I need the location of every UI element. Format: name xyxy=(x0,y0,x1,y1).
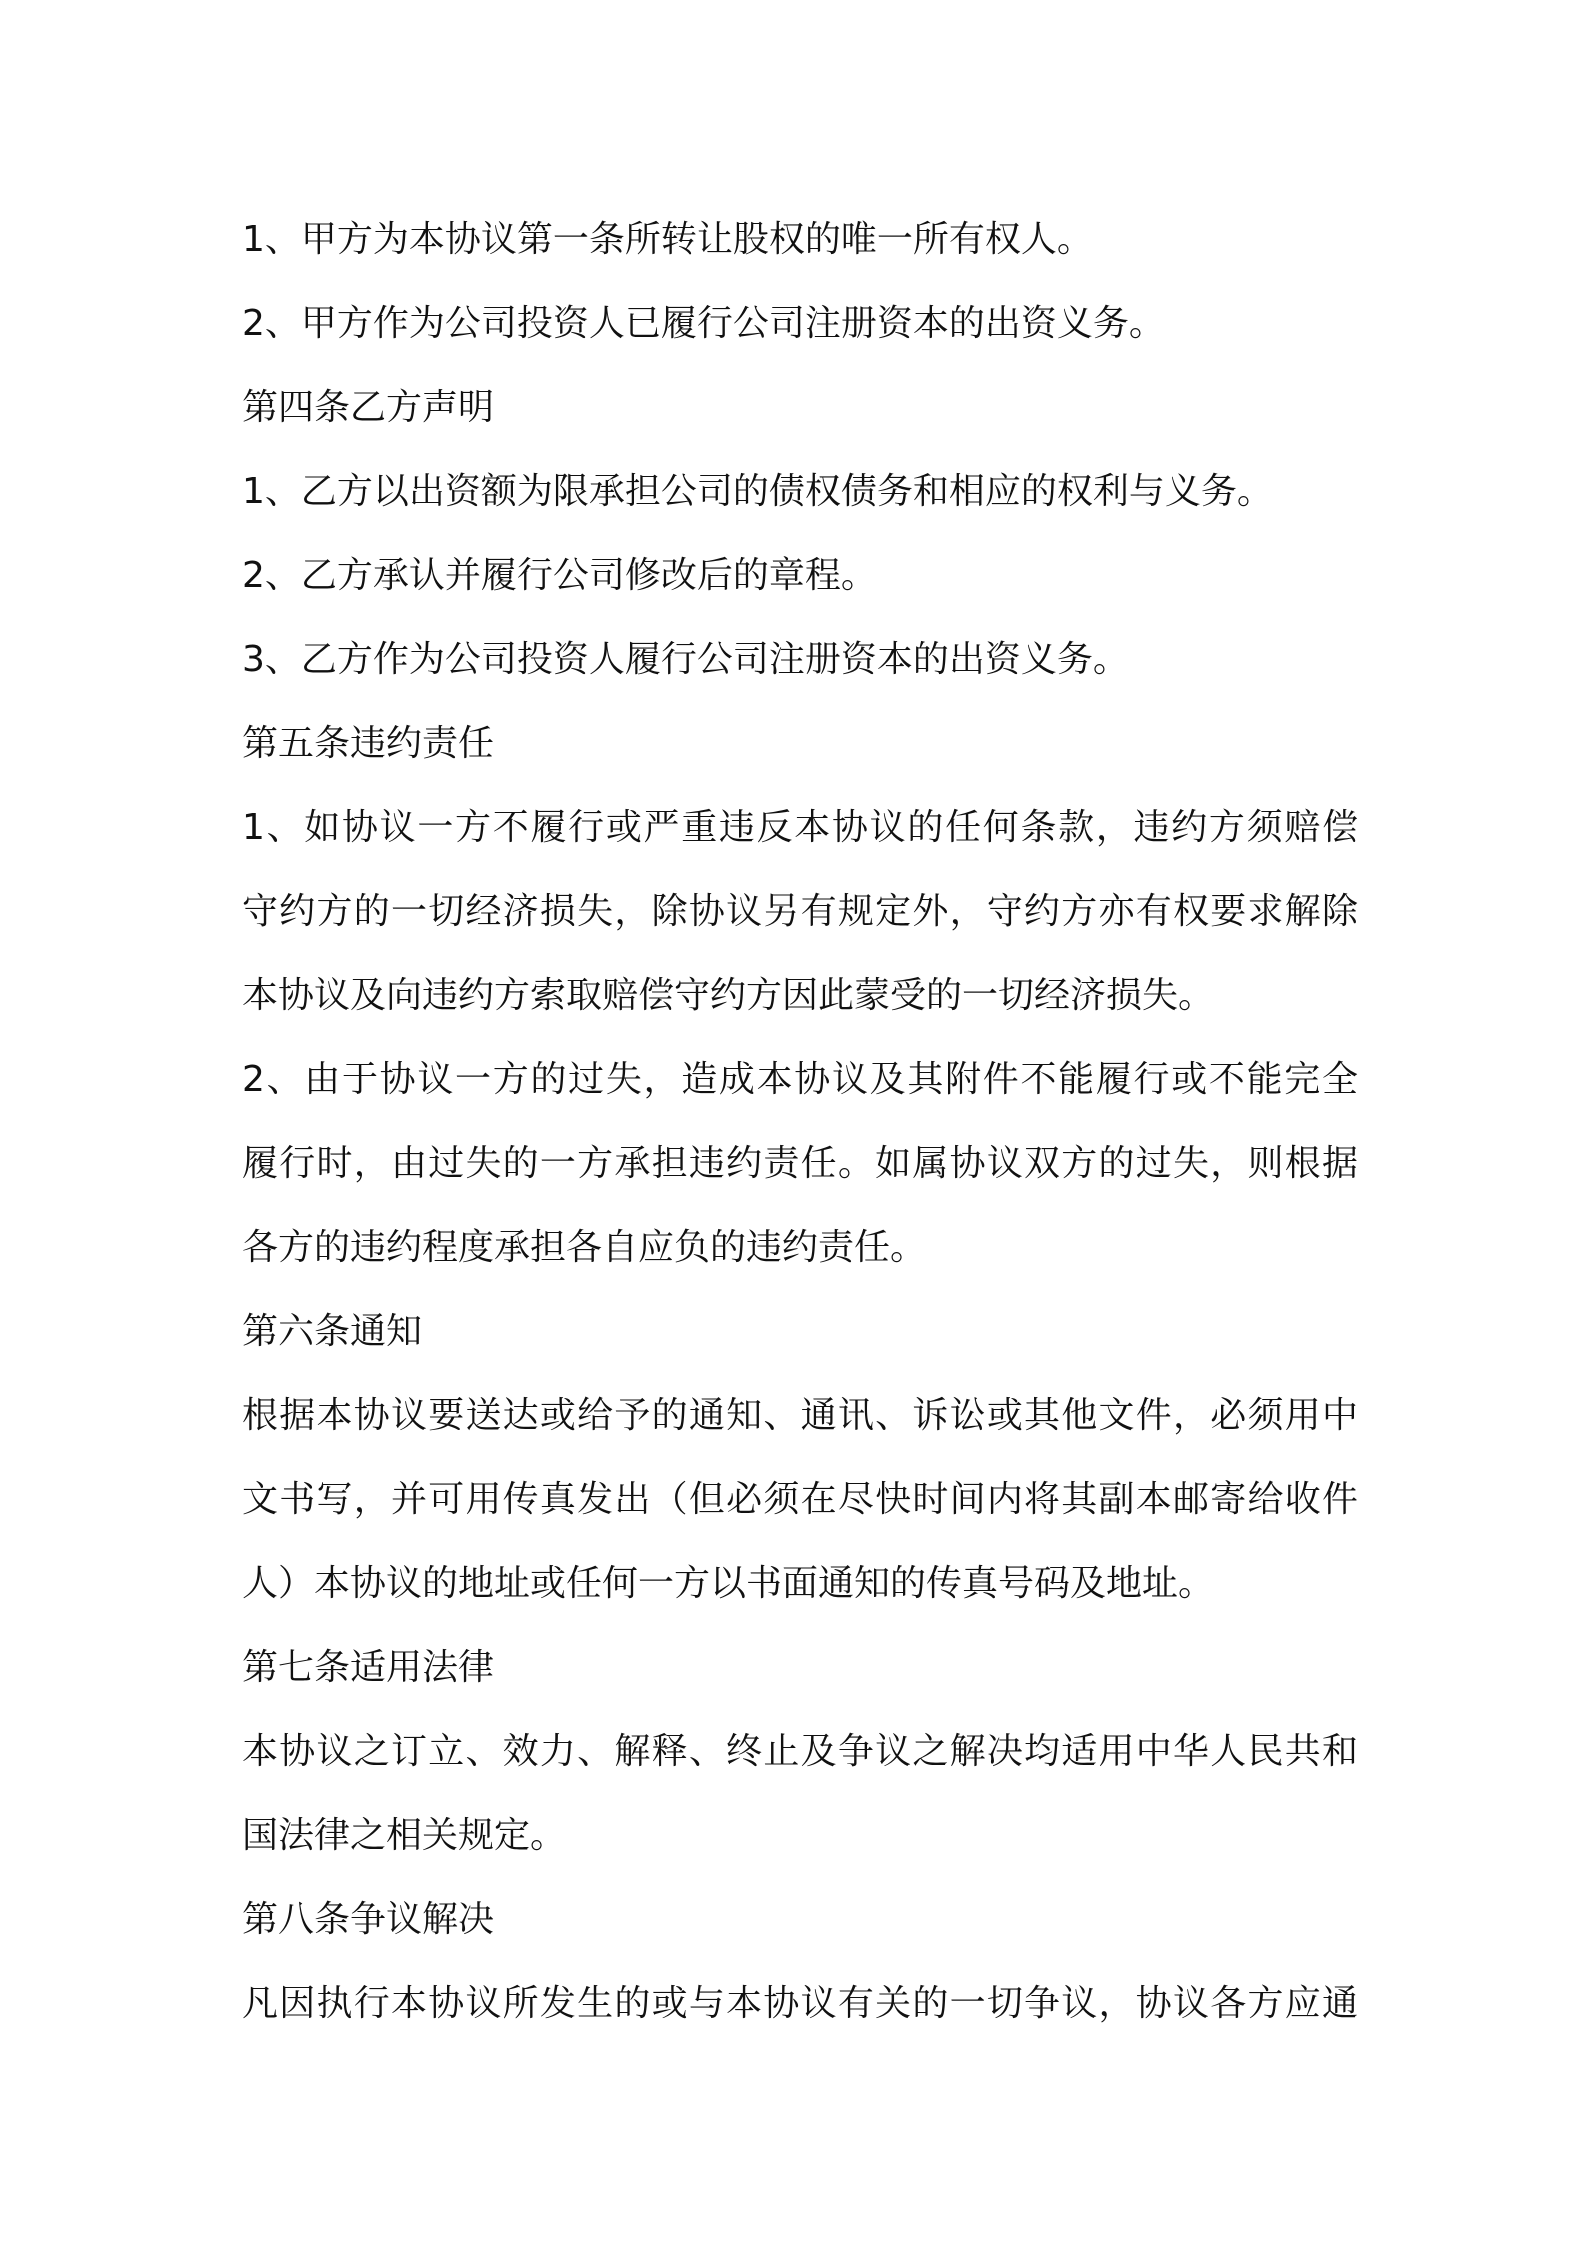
article-heading-8: 第八条争议解决 xyxy=(242,1899,495,1940)
article-heading-4: 第四条乙方声明 xyxy=(242,387,495,428)
notice-paragraph-line-1: 根据本协议要送达或给予的通知、通讯、诉讼或其他文件，必须用中 xyxy=(242,1395,1358,1436)
governing-law-line-1: 本协议之订立、效力、解释、终止及争议之解决均适用中华人民共和 xyxy=(242,1731,1358,1772)
notice-paragraph-line-3: 人）本协议的地址或任何一方以书面通知的传真号码及地址。 xyxy=(242,1563,1215,1604)
breach-clause-2-line-3: 各方的违约程度承担各自应负的违约责任。 xyxy=(242,1227,927,1268)
dispute-resolution-line-1: 凡因执行本协议所发生的或与本协议有关的一切争议，协议各方应通 xyxy=(242,1983,1358,2024)
breach-clause-1-line-3: 本协议及向违约方索取赔偿守约方因此蒙受的一切经济损失。 xyxy=(242,975,1215,1016)
clause-item-party-b-1: 1、乙方以出资额为限承担公司的债权债务和相应的权利与义务。 xyxy=(242,471,1273,512)
clause-item-party-b-3: 3、乙方作为公司投资人履行公司注册资本的出资义务。 xyxy=(242,639,1129,680)
clause-item-party-b-2: 2、乙方承认并履行公司修改后的章程。 xyxy=(242,555,877,596)
breach-clause-1-line-2: 守约方的一切经济损失，除协议另有规定外，守约方亦有权要求解除 xyxy=(242,891,1358,932)
article-heading-5: 第五条违约责任 xyxy=(242,723,495,764)
clause-item-party-a-1: 1、甲方为本协议第一条所转让股权的唯一所有权人。 xyxy=(242,219,1093,260)
document-body xyxy=(242,198,1358,2046)
article-heading-7: 第七条适用法律 xyxy=(242,1647,495,1688)
clause-item-party-a-2: 2、甲方作为公司投资人已履行公司注册资本的出资义务。 xyxy=(242,303,1165,344)
breach-clause-1-line-1: 1、如协议一方不履行或严重违反本协议的任何条款，违约方须赔偿 xyxy=(242,807,1358,848)
article-heading-6: 第六条通知 xyxy=(242,1311,423,1352)
governing-law-line-2: 国法律之相关规定。 xyxy=(242,1815,567,1856)
breach-clause-2-line-1: 2、由于协议一方的过失，造成本协议及其附件不能履行或不能完全 xyxy=(242,1059,1358,1100)
notice-paragraph-line-2: 文书写，并可用传真发出（但必须在尽快时间内将其副本邮寄给收件 xyxy=(242,1479,1358,1520)
breach-clause-2-line-2: 履行时，由过失的一方承担违约责任。如属协议双方的过失，则根据 xyxy=(242,1143,1358,1184)
